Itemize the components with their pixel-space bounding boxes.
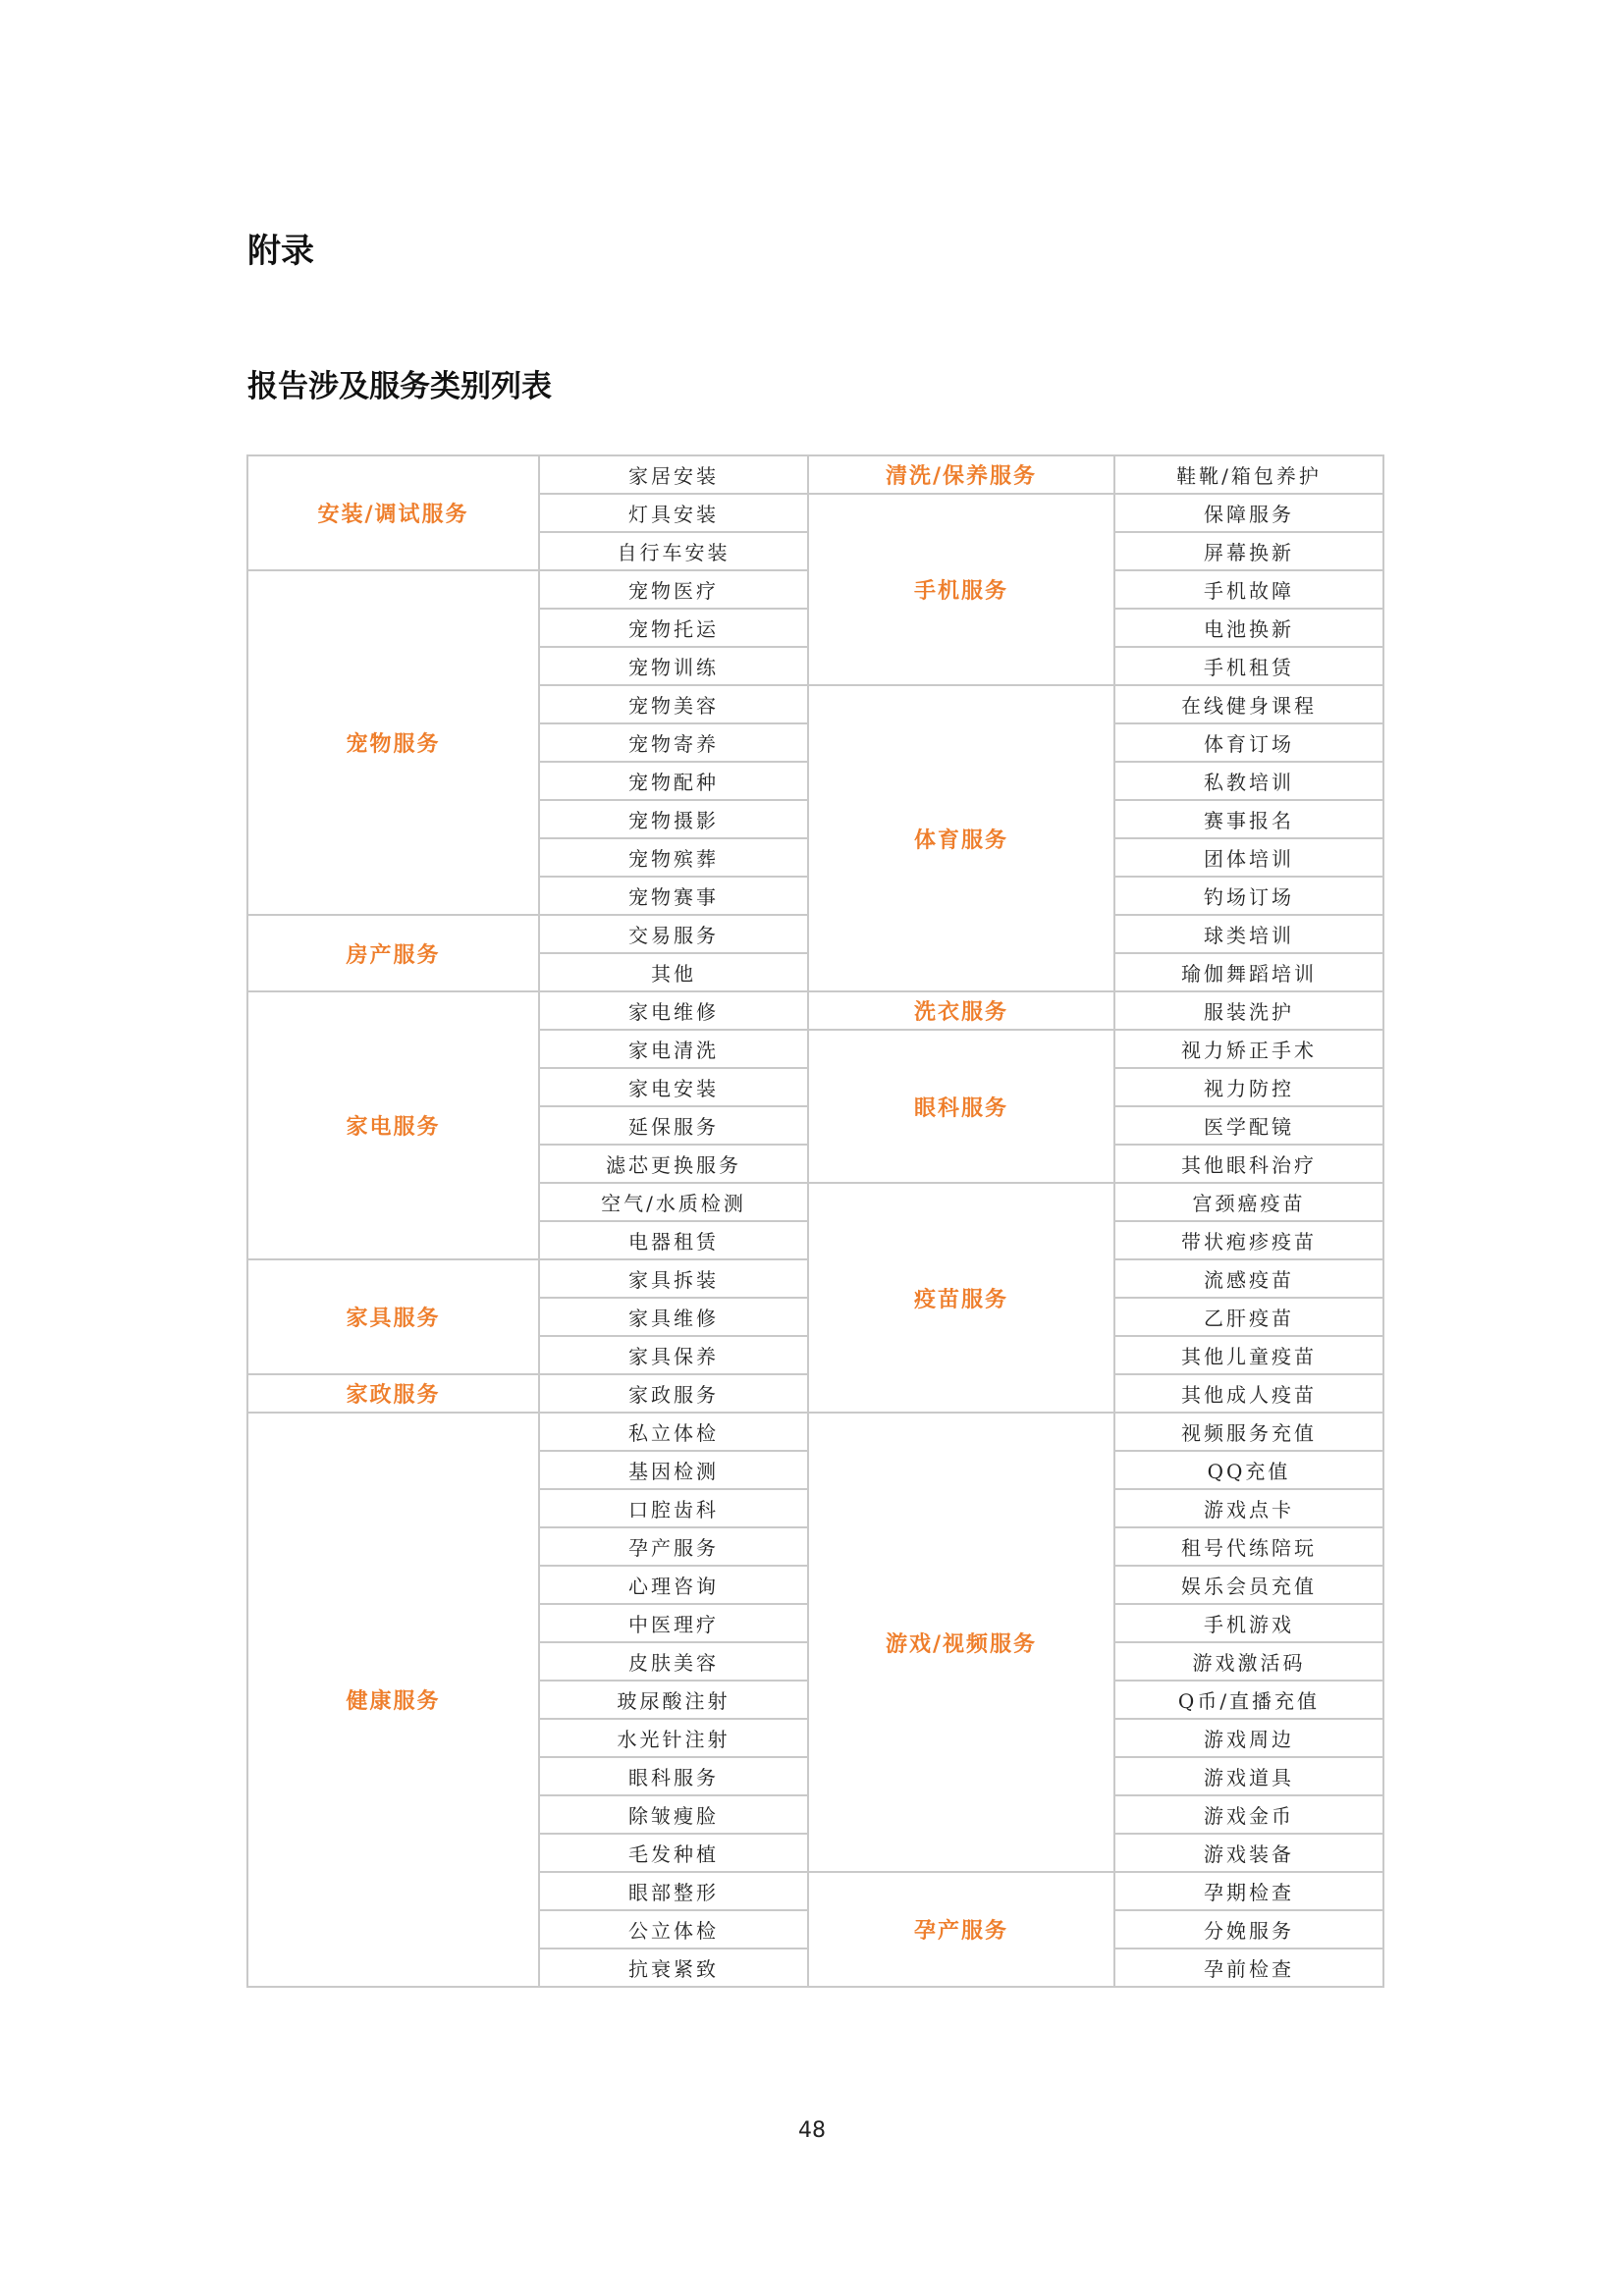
right-service-item: 球类培训 [1114,915,1383,953]
right-service-item: 体育订场 [1114,723,1383,762]
right-service-item: 钓场订场 [1114,877,1383,915]
right-category-cell: 手机服务 [808,494,1114,685]
left-service-item: 交易服务 [539,915,808,953]
left-service-item: 家电安装 [539,1068,808,1106]
right-service-item: 游戏点卡 [1114,1489,1383,1527]
left-category-cell: 家政服务 [247,1374,539,1413]
left-service-item: 宠物托运 [539,609,808,647]
left-service-item: 水光针注射 [539,1719,808,1757]
left-service-item: 玻尿酸注射 [539,1681,808,1719]
page-number: 48 [798,2118,826,2143]
right-category-cell: 清洗/保养服务 [808,455,1114,494]
left-service-item: 电器租赁 [539,1221,808,1259]
right-category-cell: 体育服务 [808,685,1114,991]
right-service-item: 保障服务 [1114,494,1383,532]
left-service-item: 宠物配种 [539,762,808,800]
right-service-item: 孕期检查 [1114,1872,1383,1910]
right-service-item: 手机游戏 [1114,1604,1383,1642]
right-service-item: 游戏周边 [1114,1719,1383,1757]
left-service-item: 眼科服务 [539,1757,808,1795]
right-service-item: 带状疱疹疫苗 [1114,1221,1383,1259]
right-service-item: 分娩服务 [1114,1910,1383,1949]
right-service-item: 其他儿童疫苗 [1114,1336,1383,1374]
left-service-item: 宠物医疗 [539,570,808,609]
right-service-item: 服装洗护 [1114,991,1383,1030]
right-category-cell: 眼科服务 [808,1030,1114,1183]
table-row [247,991,1383,1030]
left-service-item: 宠物赛事 [539,877,808,915]
right-service-item: 游戏道具 [1114,1757,1383,1795]
service-table-body [247,455,1383,1987]
left-service-item: 抗衰紧致 [539,1949,808,1987]
left-service-item: 宠物殡葬 [539,838,808,877]
left-service-item: 延保服务 [539,1106,808,1145]
right-service-item: 手机故障 [1114,570,1383,609]
right-service-item: 流感疫苗 [1114,1259,1383,1298]
right-service-item: 租号代练陪玩 [1114,1527,1383,1566]
appendix-heading: 附录 [247,232,314,271]
right-service-item: 鞋靴/箱包养护 [1114,455,1383,494]
right-service-item: 屏幕换新 [1114,532,1383,570]
left-service-item: 宠物摄影 [539,800,808,838]
right-service-item: QQ充值 [1114,1451,1383,1489]
right-service-item: 其他成人疫苗 [1114,1374,1383,1413]
right-service-item: 其他眼科治疗 [1114,1145,1383,1183]
right-service-item: 游戏装备 [1114,1834,1383,1872]
right-service-item: 视力矫正手术 [1114,1030,1383,1068]
right-service-item: 团体培训 [1114,838,1383,877]
right-service-item: 电池换新 [1114,609,1383,647]
left-category-cell: 健康服务 [247,1413,539,1987]
right-service-item: 宫颈癌疫苗 [1114,1183,1383,1221]
left-service-item: 私立体检 [539,1413,808,1451]
table-row [247,455,1383,494]
service-category-table [246,454,1384,1988]
left-service-item: 滤芯更换服务 [539,1145,808,1183]
left-service-item: 家电清洗 [539,1030,808,1068]
right-service-item: 游戏金币 [1114,1795,1383,1834]
right-service-item: 娱乐会员充值 [1114,1566,1383,1604]
right-service-item: 赛事报名 [1114,800,1383,838]
left-service-item: 心理咨询 [539,1566,808,1604]
left-service-item: 基因检测 [539,1451,808,1489]
right-service-item: 在线健身课程 [1114,685,1383,723]
right-category-cell: 洗衣服务 [808,991,1114,1030]
left-category-cell: 家电服务 [247,991,539,1259]
left-service-item: 中医理疗 [539,1604,808,1642]
left-service-item: 灯具安装 [539,494,808,532]
right-service-item: 孕前检查 [1114,1949,1383,1987]
right-category-cell: 孕产服务 [808,1872,1114,1987]
left-service-item: 家具拆装 [539,1259,808,1298]
left-service-item: 家政服务 [539,1374,808,1413]
right-service-item: Q币/直播充值 [1114,1681,1383,1719]
left-service-item: 自行车安装 [539,532,808,570]
left-service-item: 公立体检 [539,1910,808,1949]
right-category-cell: 疫苗服务 [808,1183,1114,1413]
right-service-item: 医学配镜 [1114,1106,1383,1145]
right-service-item: 手机租赁 [1114,647,1383,685]
right-service-item: 瑜伽舞蹈培训 [1114,953,1383,991]
right-service-item: 视力防控 [1114,1068,1383,1106]
left-service-item: 毛发种植 [539,1834,808,1872]
left-service-item: 皮肤美容 [539,1642,808,1681]
table-row [247,1413,1383,1451]
left-service-item: 宠物寄养 [539,723,808,762]
table-title: 报告涉及服务类别列表 [247,369,552,404]
right-service-item: 视频服务充值 [1114,1413,1383,1451]
left-service-item: 家具保养 [539,1336,808,1374]
left-service-item: 家电维修 [539,991,808,1030]
right-service-item: 私教培训 [1114,762,1383,800]
right-category-cell: 游戏/视频服务 [808,1413,1114,1872]
left-service-item: 其他 [539,953,808,991]
right-service-item: 游戏激活码 [1114,1642,1383,1681]
left-service-item: 口腔齿科 [539,1489,808,1527]
left-service-item: 家具维修 [539,1298,808,1336]
right-service-item: 乙肝疫苗 [1114,1298,1383,1336]
left-category-cell: 房产服务 [247,915,539,991]
left-service-item: 宠物训练 [539,647,808,685]
left-service-item: 家居安装 [539,455,808,494]
left-service-item: 宠物美容 [539,685,808,723]
left-service-item: 除皱瘦脸 [539,1795,808,1834]
left-service-item: 空气/水质检测 [539,1183,808,1221]
left-category-cell: 宠物服务 [247,570,539,915]
left-category-cell: 安装/调试服务 [247,455,539,570]
left-service-item: 眼部整形 [539,1872,808,1910]
left-service-item: 孕产服务 [539,1527,808,1566]
left-category-cell: 家具服务 [247,1259,539,1374]
